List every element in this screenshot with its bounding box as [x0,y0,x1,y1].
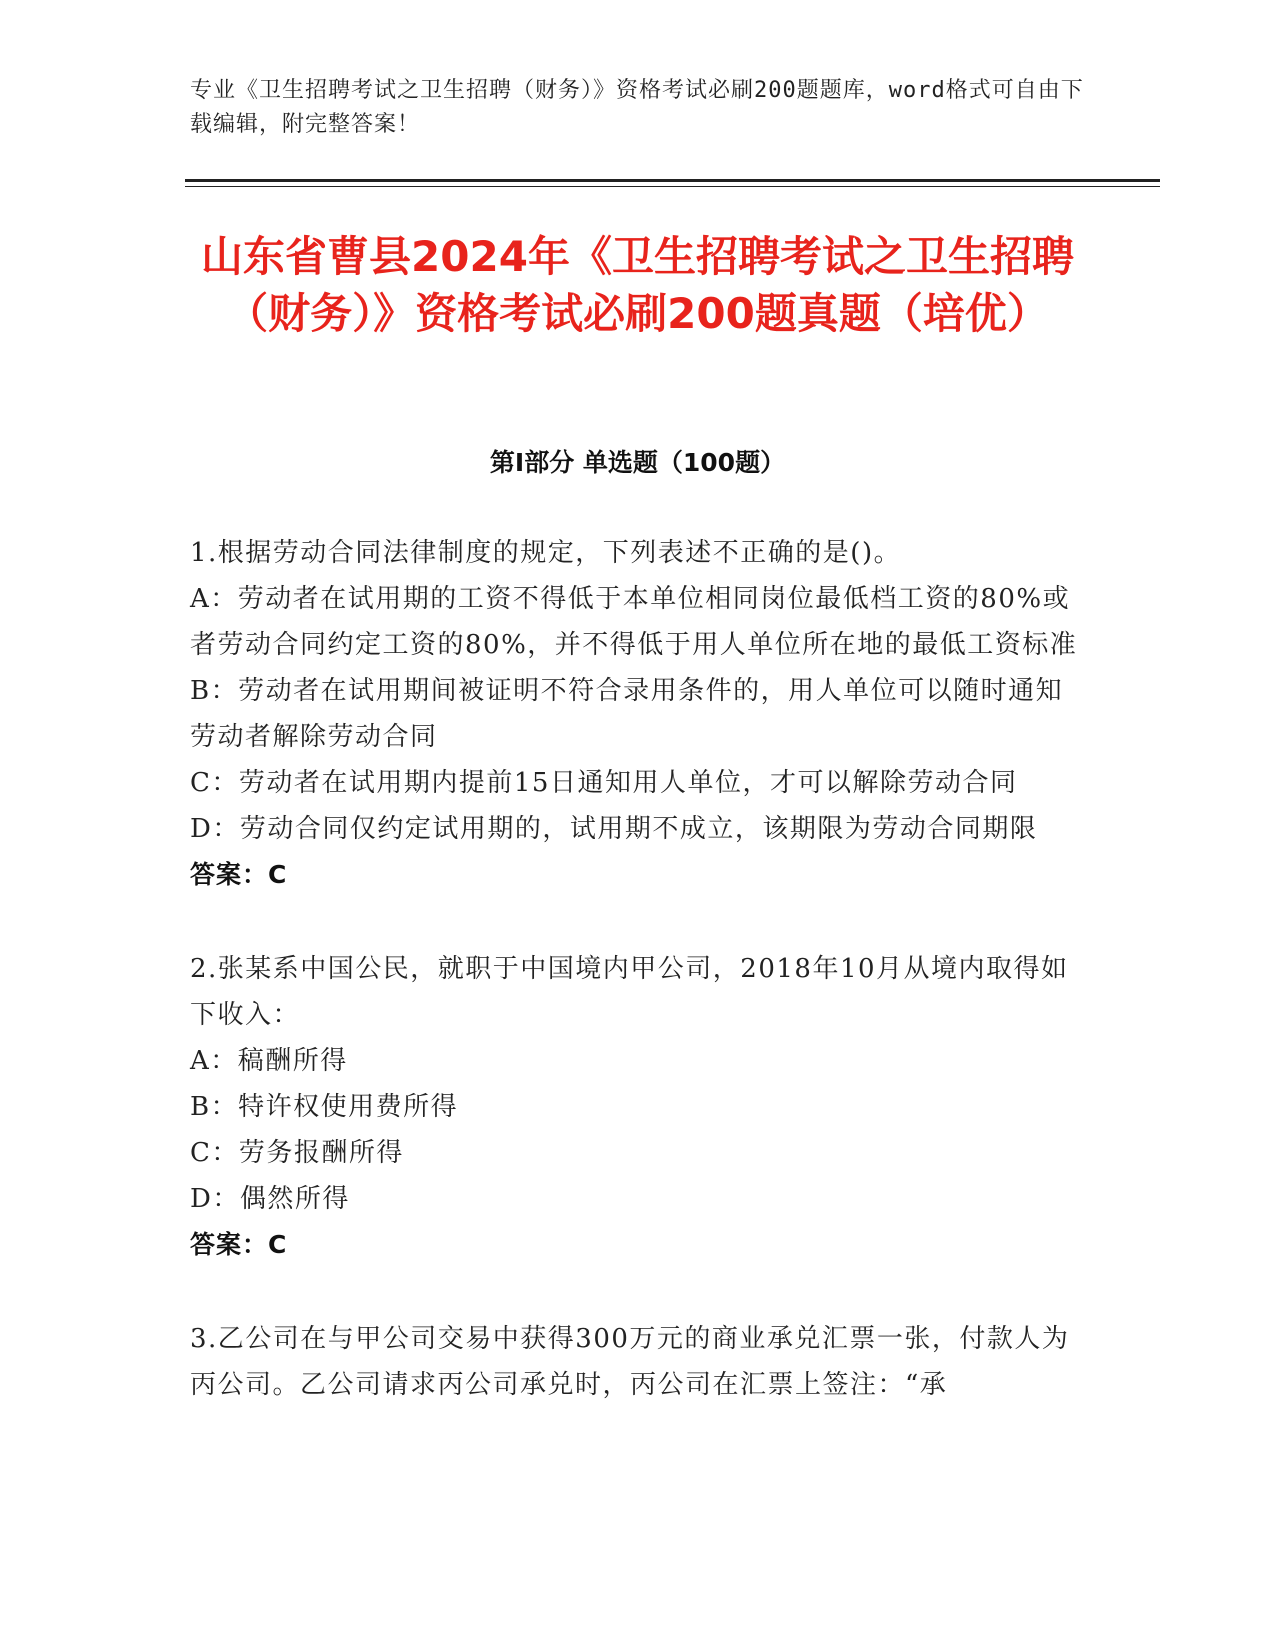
option-b: B：特许权使用费所得 [190,1092,459,1122]
answer-label: 答案：C [190,1230,288,1259]
option-c: C：劳动者在试用期内提前15日通知用人单位，才可以解除劳动合同 [190,768,1018,798]
option-a: A：劳动者在试用期的工资不得低于本单位相同岗位最低档工资的80%或者劳动合同约定工资的80%，并不得低于用人单位所在地的最低工资标准 [190,584,1078,660]
option-b: B：劳动者在试用期间被证明不符合录用条件的，用人单位可以随时通知劳动者解除劳动合同 [190,676,1064,752]
question-3 [190,1316,1090,1408]
section-title: 第Ⅰ部分 单选题（100题） [489,448,786,477]
answer-label: 答案：C [190,860,288,889]
question-stem: 1.根据劳动合同法律制度的规定，下列表述不正确的是()。 [190,538,902,568]
question-2 [190,946,1090,1268]
question-1 [190,530,1090,898]
option-c: C：劳务报酬所得 [190,1138,404,1168]
header-divider-thick [185,179,1160,182]
question-stem: 3.乙公司在与甲公司交易中获得300万元的商业承兑汇票一张，付款人为丙公司。乙公司请求丙公司承兑时，丙公司在汇票上签注：“承 [190,1324,1070,1400]
question-list [190,530,1090,1408]
document-title: 山东省曹县2024年《卫生招聘考试之卫生招聘（财务）》资格考试必刷200题真题（培优） [201,232,1074,338]
header-divider-thin [185,186,1160,187]
option-d: D：偶然所得 [190,1184,350,1214]
header-note: 专业《卫生招聘考试之卫生招聘（财务）》资格考试必刷200题题库，word格式可自由下载编辑，附完整答案！ [190,78,1084,137]
question-stem: 2.张某系中国公民，就职于中国境内甲公司，2018年10月从境内取得如下收入： [190,954,1069,1030]
option-a: A：稿酬所得 [190,1046,348,1076]
option-d: D：劳动合同仅约定试用期的，试用期不成立，该期限为劳动合同期限 [190,814,1038,844]
